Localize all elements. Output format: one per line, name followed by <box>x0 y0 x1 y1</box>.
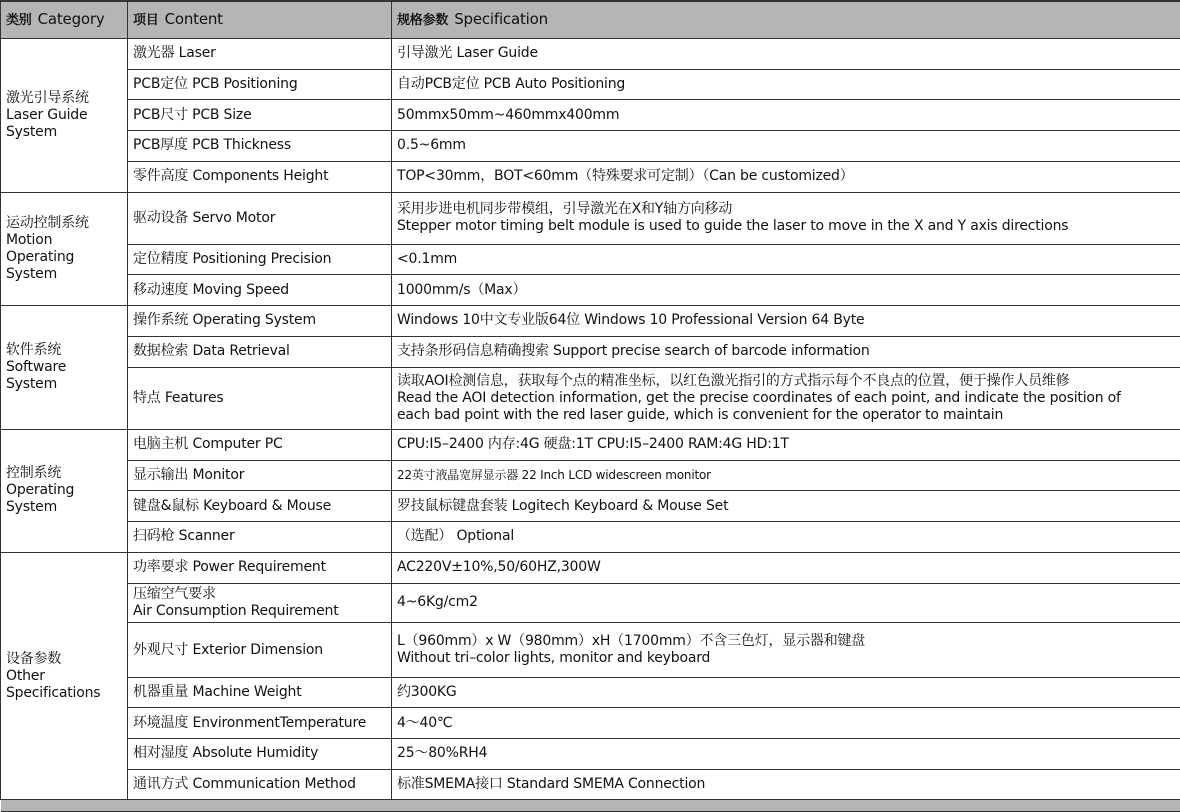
category-label-line: System <box>6 265 58 282</box>
spec-value-line: 1000mm/s（Max） <box>397 281 527 298</box>
table-row <box>1 522 1180 553</box>
header-spec-en: Specification <box>454 10 548 28</box>
item-cell <box>128 69 392 100</box>
spec-value-cell <box>392 429 1180 460</box>
spec-value-line: 罗技鼠标键盘套装 Logitech Keyboard & Mouse Set <box>397 497 729 514</box>
table-row <box>1 460 1180 491</box>
category-label-line: 激光引导系统 <box>6 89 89 106</box>
spec-value-line: 0.5~6mm <box>397 137 466 154</box>
item-label-line: Air Consumption Requirement <box>133 602 339 619</box>
table-row <box>1 192 1180 244</box>
table-body <box>1 39 1180 812</box>
spec-value-cell <box>392 275 1180 306</box>
table-row <box>1 275 1180 306</box>
header-specification <box>392 1 1180 39</box>
item-label-line: 机器重量 Machine Weight <box>133 684 302 701</box>
item-label-line: 移动速度 Moving Speed <box>133 281 289 298</box>
spec-value-line: L（960mm）x W（980mm）xH（1700mm）不含三色灯，显示器和键盘 <box>397 633 866 650</box>
spec-value-cell <box>392 460 1180 491</box>
spec-value-cell <box>392 367 1180 429</box>
table-row <box>1 491 1180 522</box>
category-label-line: 运动控制系统 <box>6 214 89 231</box>
category-label-line: Specifications <box>6 684 101 701</box>
table-row <box>1 244 1180 275</box>
item-cell <box>128 739 392 770</box>
spec-value-line: 支持条形码信息精确搜索 Support precise search of barcode information <box>397 343 870 360</box>
item-cell <box>128 336 392 367</box>
category-label-line: Laser Guide <box>6 106 88 123</box>
spec-value-line: 自动PCB定位 PCB Auto Positioning <box>397 76 626 93</box>
table-row <box>1 39 1180 70</box>
spec-value-line: 4~6Kg/cm2 <box>397 594 478 611</box>
spec-value-line: <0.1mm <box>397 251 458 268</box>
category-label-line: Software <box>6 359 67 376</box>
table-row <box>1 623 1180 677</box>
category-label-line: System <box>6 376 58 393</box>
item-cell <box>128 491 392 522</box>
item-label-line: 扫码枪 Scanner <box>133 528 235 545</box>
spec-value-line: 25～80%RH4 <box>397 745 488 762</box>
spec-value-line: 读取AOI检测信息，获取每个点的精准坐标，以红色激光指引的方式指示每个不良点的位置，便于操作人员维修 <box>397 372 1070 389</box>
item-label-line: 特点 Features <box>133 389 224 406</box>
spec-value-line: 标准SMEMA接口 Standard SMEMA Connection <box>397 776 706 793</box>
header-content-en: Content <box>164 10 223 28</box>
item-cell <box>128 161 392 192</box>
spec-value-cell <box>392 522 1180 553</box>
item-label-line: 压缩空气要求 <box>133 585 216 602</box>
table-row <box>1 69 1180 100</box>
spec-value-cell <box>392 708 1180 739</box>
spec-value-line: AC220V±10%,50/60HZ,300W <box>397 559 601 576</box>
item-cell <box>128 583 392 623</box>
item-cell <box>128 552 392 583</box>
category-cell <box>1 552 128 800</box>
item-label-line: 电脑主机 Computer PC <box>133 436 283 453</box>
table-row <box>1 769 1180 800</box>
table-row <box>1 429 1180 460</box>
item-cell <box>128 460 392 491</box>
item-cell <box>128 677 392 708</box>
spec-value-line: 引导激光 Laser Guide <box>397 45 538 62</box>
table-row <box>1 161 1180 192</box>
spec-value-cell <box>392 131 1180 162</box>
table-row <box>1 100 1180 131</box>
spec-value-cell <box>392 192 1180 244</box>
table-row <box>1 552 1180 583</box>
spec-value-line: Stepper motor timing belt module is used to guide the laser to move in the X and Y axis directions <box>397 218 1069 235</box>
spec-value-cell <box>392 491 1180 522</box>
item-label-line: 显示输出 Monitor <box>133 467 245 484</box>
item-cell <box>128 769 392 800</box>
item-label-line: PCB尺寸 PCB Size <box>133 106 252 123</box>
item-cell <box>128 367 392 429</box>
item-cell <box>128 244 392 275</box>
table-row <box>1 708 1180 739</box>
item-cell <box>128 100 392 131</box>
spec-value-cell <box>392 623 1180 677</box>
table-row <box>1 739 1180 770</box>
item-label-line: 外观尺寸 Exterior Dimension <box>133 641 323 658</box>
table-row <box>1 336 1180 367</box>
table-header-row <box>1 1 1180 39</box>
item-label-line: 驱动设备 Servo Motor <box>133 209 276 226</box>
table-row <box>1 583 1180 623</box>
category-cell <box>1 429 128 552</box>
spec-value-cell <box>392 244 1180 275</box>
item-label-line: PCB定位 PCB Positioning <box>133 76 298 93</box>
item-cell <box>128 623 392 677</box>
category-label-line: System <box>6 499 58 516</box>
item-cell <box>128 306 392 337</box>
category-cell <box>1 192 128 306</box>
item-label-line: 零件高度 Components Height <box>133 168 329 185</box>
item-label-line: PCB厚度 PCB Thickness <box>133 137 291 154</box>
item-cell <box>128 192 392 244</box>
spec-value-cell <box>392 336 1180 367</box>
item-label-line: 通讯方式 Communication Method <box>133 776 356 793</box>
category-label-line: Motion <box>6 231 53 248</box>
spec-value-line: 4～40℃ <box>397 714 453 731</box>
spec-value-cell <box>392 677 1180 708</box>
table-row <box>1 131 1180 162</box>
spec-value-cell <box>392 739 1180 770</box>
item-label-line: 定位精度 Positioning Precision <box>133 251 332 268</box>
spec-value-cell <box>392 100 1180 131</box>
item-cell <box>128 39 392 70</box>
spec-value-cell <box>392 583 1180 623</box>
spec-value-cell <box>392 306 1180 337</box>
item-label-line: 相对湿度 Absolute Humidity <box>133 745 319 762</box>
spec-value-line: Read the AOI detection information, get the precise coordinates of each point, and indicate the position of <box>397 389 1121 406</box>
item-label-line: 操作系统 Operating System <box>133 312 316 329</box>
spec-value-line: each bad point with the red laser guide, which is convenient for the operator to maintain <box>397 406 1004 423</box>
table-row <box>1 306 1180 337</box>
table-footer-bar <box>1 800 1180 812</box>
spec-value-line: （选配） Optional <box>397 528 515 545</box>
header-category-en: Category <box>37 10 105 28</box>
footer-bar-cell <box>1 800 1180 812</box>
spec-value-cell <box>392 769 1180 800</box>
item-cell <box>128 429 392 460</box>
category-label-line: System <box>6 123 58 140</box>
spec-value-cell <box>392 161 1180 192</box>
item-label-line: 环境温度 EnvironmentTemperature <box>133 714 367 731</box>
item-label-line: 激光器 Laser <box>133 45 216 62</box>
spec-value-line: Without tri–color lights, monitor and keyboard <box>397 650 711 667</box>
category-label-line: Operating <box>6 482 75 499</box>
item-cell <box>128 131 392 162</box>
spec-value-line: 22英寸液晶宽屏显示器 22 Inch LCD widescreen monitor <box>397 468 711 483</box>
item-label-line: 键盘&鼠标 Keyboard & Mouse <box>133 497 332 514</box>
category-cell <box>1 39 128 193</box>
spec-value-line: 采用步进电机同步带模组，引导激光在X和Y轴方向移动 <box>397 201 733 218</box>
header-category-zh: 类别 <box>6 13 32 28</box>
spec-value-line: 50mmx50mm~460mmx400mm <box>397 106 620 123</box>
item-cell <box>128 275 392 306</box>
item-label-line: 功率要求 Power Requirement <box>133 559 326 576</box>
category-label-line: 控制系统 <box>6 465 62 482</box>
spec-value-cell <box>392 69 1180 100</box>
spec-value-line: CPU:I5–2400 内存:4G 硬盘:1T CPU:I5–2400 RAM:4G HD:1T <box>397 436 789 453</box>
category-cell <box>1 306 128 430</box>
header-category <box>1 1 128 39</box>
spec-value-cell <box>392 39 1180 70</box>
category-label-line: 设备参数 <box>6 650 62 667</box>
item-label-line: 数据检索 Data Retrieval <box>133 343 290 360</box>
header-content <box>128 1 392 39</box>
spec-value-cell <box>392 552 1180 583</box>
category-label-line: 软件系统 <box>6 342 62 359</box>
table-row <box>1 367 1180 429</box>
header-spec-zh: 规格参数 <box>397 13 449 28</box>
spec-value-line: 约300KG <box>397 684 457 701</box>
item-cell <box>128 522 392 553</box>
table-row <box>1 677 1180 708</box>
item-cell <box>128 708 392 739</box>
spec-value-line: Windows 10中文专业版64位 Windows 10 Professional Version 64 Byte <box>397 312 865 329</box>
category-label-line: Operating <box>6 248 75 265</box>
category-label-line: Other <box>6 667 45 684</box>
header-content-zh: 项目 <box>133 13 159 28</box>
spec-value-line: TOP<30mm，BOT<60mm（特殊要求可定制）（Can be customized） <box>397 168 854 185</box>
